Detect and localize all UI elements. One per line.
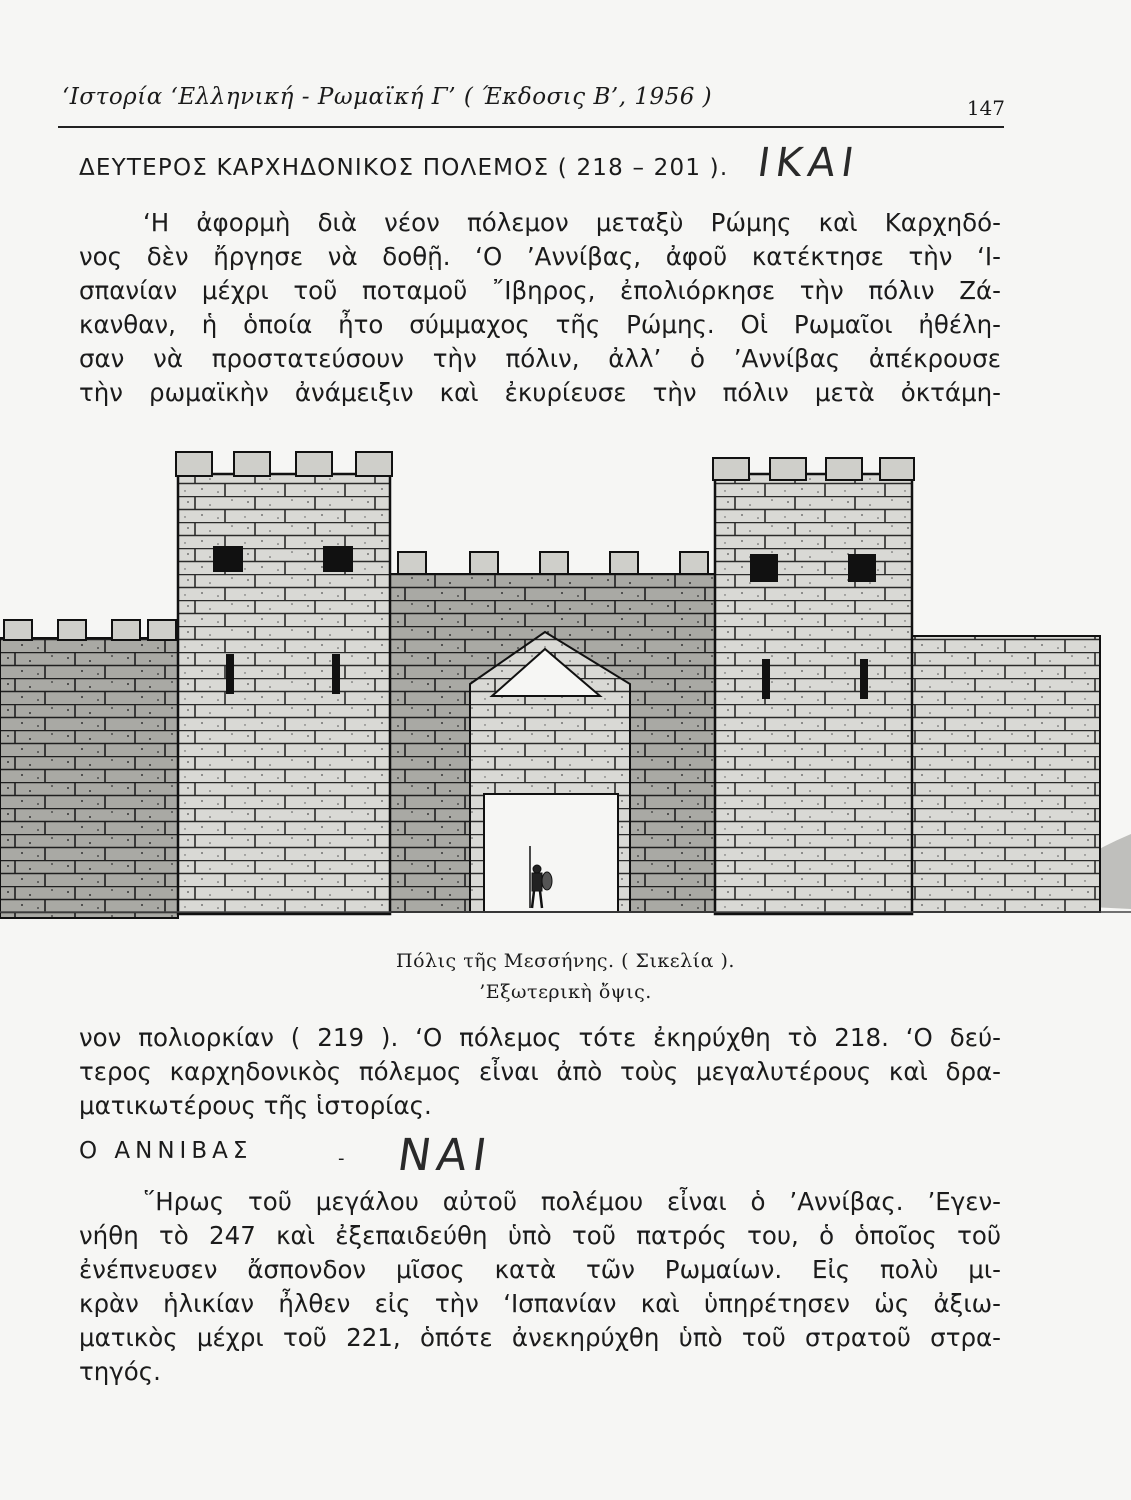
text-line: κρὰν ἡλικίαν ἦλθεν εἰς τὴν ‘Ισπανίαν καὶ ὑπηρέτησεν ὡς ἀξιω-	[79, 1289, 1001, 1318]
text-line: τηγός.	[79, 1357, 161, 1386]
city-gate-illustration	[0, 444, 1131, 934]
paragraph-war-outbreak	[79, 1021, 1001, 1123]
text-line: νήθη τὸ 247 καὶ ἐξεπαιδεύθη ὑπὸ τοῦ πατρός του, ὁ ὁποῖος τοῦ	[79, 1221, 1001, 1250]
figure-caption-subtitle: ’Εξωτερικὴ ὄψις.	[479, 981, 652, 1003]
text-line: σπανίαν μέχρι τοῦ ποταμοῦ ῎Ιβηρος, ἐπολιόρκησε τὴν πόλιν Ζά-	[79, 276, 1001, 305]
paragraph-intro	[79, 206, 1001, 410]
heading-dash: -	[338, 1148, 345, 1169]
text-line: νος δὲν ἤργησε νὰ δοθῇ. ‘Ο ’Αννίβας, ἀφοῦ κατέκτησε τὴν ‘Ι-	[79, 242, 1001, 271]
text-line: ματικὸς μέχρι τοῦ 221, ὁπότε ἀνεκηρύχθη ὑπὸ τοῦ στρατοῦ στρα-	[79, 1323, 1001, 1352]
figure-caption: Πόλις τῆς Μεσσήνης. ( Σικελία ).	[396, 950, 735, 972]
text-line: σαν νὰ προστατεύσουν τὴν πόλιν, ἀλλ’ ὁ ’Αννίβας ἀπέκρουσε	[79, 344, 1001, 373]
page-number: 147	[966, 96, 1005, 120]
text-line: ἐνέπνευσεν ἄσπονδον μῖσος κατὰ τῶν Ρωμαίων. Εἰς πολὺ μι-	[79, 1255, 1001, 1284]
text-line: τερος καρχηδονικὸς πόλεμος εἶναι ἀπὸ τοὺς μεγαλυτέρους καὶ δρα-	[79, 1057, 1001, 1086]
running-head: ‘Ιστορία ‘Ελληνική - Ρωμαϊκή Γ’ ( Έκδοσις Β’, 1956 )	[62, 84, 713, 110]
handwritten-annotation-2: ΝΑΙ	[394, 1130, 496, 1181]
text-line: κανθαν, ἡ ὁποία ἦτο σύμμαχος τῆς Ρώμης. Οἱ Ρωμαῖοι ἠθέλη-	[79, 310, 1001, 339]
text-line: ματικωτέρους τῆς ἱστορίας.	[79, 1091, 432, 1120]
handwritten-annotation: ΙΚΑΙ	[754, 140, 863, 186]
subsection-heading: Ο ΑΝΝΙΒΑΣ	[79, 1138, 253, 1164]
text-line: ‘Η ἀφορμὴ διὰ νέον πόλεμον μεταξὺ Ρώμης καὶ Καρχηδό-	[143, 208, 1001, 237]
text-line: ῞Ηρως τοῦ μεγάλου αὐτοῦ πολέμου εἶναι ὁ ’Αννίβας. ’Εγεν-	[143, 1187, 1001, 1216]
text-line: νον πολιορκίαν ( 219 ). ‘Ο πόλεμος τότε ἐκηρύχθη τὸ 218. ‘Ο δεύ-	[79, 1023, 1001, 1052]
text-line: τὴν ρωμαϊκὴν ἀνάμειξιν καὶ ἐκυρίευσε τὴν πόλιν μετὰ ὀκτάμη-	[79, 378, 1001, 407]
section-heading: ΔΕΥΤΕΡΟΣ ΚΑΡΧΗΔΟΝΙΚΟΣ ΠΟΛΕΜΟΣ ( 218 – 201 ).	[79, 155, 729, 181]
paragraph-hannibal	[79, 1185, 1001, 1389]
header-rule	[58, 126, 1004, 128]
